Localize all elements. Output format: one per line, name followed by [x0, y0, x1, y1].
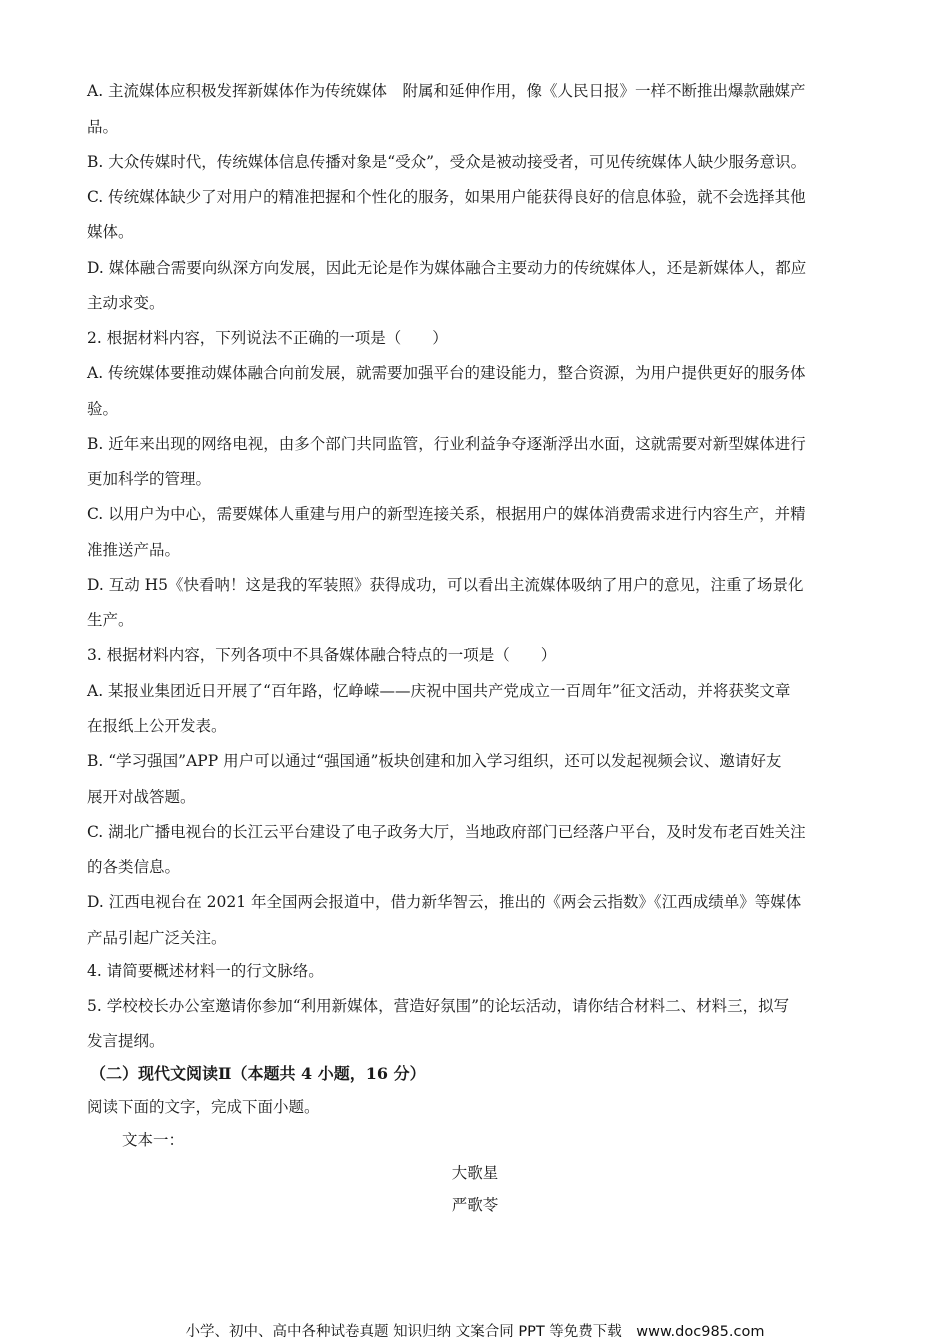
q2-option-a-line-1: A. 传统媒体要推动媒体融合向前发展，就需要加强平台的建设能力，整合资源，为用户提供更好的服务体: [87, 364, 806, 382]
question-5-line-2: 发言提纲。: [87, 1032, 165, 1050]
reading-instruction: 阅读下面的文字，完成下面小题。: [87, 1098, 320, 1116]
option-d-line-1: D. 媒体融合需要向纵深方向发展，因此无论是作为媒体融合主要动力的传统媒体人，还是新媒体人，都应: [87, 259, 807, 277]
question-3: 3. 根据材料内容，下列各项中不具备媒体融合特点的一项是（ ）: [87, 646, 557, 664]
q3-option-c-line-2: 的各类信息。: [87, 858, 181, 876]
q3-option-c-line-1: C. 湖北广播电视台的长江云平台建设了电子政务大厅，当地政府部门已经落户平台，及时发布老百姓关注: [87, 823, 806, 841]
q2-option-d-line-2: 生产。: [87, 611, 134, 629]
q3-option-a-line-2: 在报纸上公开发表。: [87, 717, 227, 735]
text-one-label: 文本一：: [122, 1131, 185, 1149]
section-heading: （二）现代文阅读Ⅱ（本题共 4 小题，16 分）: [90, 1064, 426, 1083]
option-c-line-2: 媒体。: [87, 223, 134, 241]
q3-option-d-line-1: D. 江西电视台在 2021 年全国两会报道中，借力新华智云，推出的《两会云指数》《江西成绩单》等媒体: [87, 893, 802, 911]
option-d-line-2: 主动求变。: [87, 294, 165, 312]
q3-option-d-line-2: 产品引起广泛关注。: [87, 929, 227, 947]
q2-option-c-line-2: 准推送产品。: [87, 541, 181, 559]
q2-option-d-line-1: D. 互动 H5《快看呐！这是我的军装照》获得成功，可以看出主流媒体吸纳了用户的意见，注重了场景化: [87, 576, 804, 594]
option-b-line-1: B. 大众传媒时代，传统媒体信息传播对象是“受众”，受众是被动接受者，可见传统媒体人缺少服务意识。: [87, 153, 807, 171]
q3-option-a-line-1: A. 某报业集团近日开展了“百年路，忆峥嵘——庆祝中国共产党成立一百周年”征文活动，并将获奖文章: [87, 682, 791, 700]
q3-option-b-line-1: B. “学习强国”APP 用户可以通过“强国通”板块创建和加入学习组织，还可以发起视频会议、邀请好友: [87, 752, 782, 770]
q3-option-b-line-2: 展开对战答题。: [87, 788, 196, 806]
story-author: 严歌苓: [451, 1196, 499, 1214]
option-a-line-2: 品。: [87, 118, 119, 136]
q2-option-c-line-1: C. 以用户为中心，需要媒体人重建与用户的新型连接关系，根据用户的媒体消费需求进行内容生产，并精: [87, 505, 806, 523]
question-2: 2. 根据材料内容，下列说法不正确的一项是（ ）: [87, 329, 448, 347]
option-c-line-1: C. 传统媒体缺少了对用户的精准把握和个性化的服务，如果用户能获得良好的信息体验，就不会选择其他: [87, 188, 806, 206]
q2-option-b-line-1: B. 近年来出现的网络电视，由多个部门共同监管，行业利益争夺逐渐浮出水面，这就需要对新型媒体进行: [87, 435, 806, 453]
question-4: 4. 请简要概述材料一的行文脉络。: [87, 962, 324, 980]
story-title: 大歌星: [451, 1164, 499, 1182]
q2-option-a-line-2: 验。: [87, 400, 119, 418]
option-a-line-1: A. 主流媒体应积极发挥新媒体作为传统媒体 附属和延伸作用，像《人民日报》一样不断推出爆款融媒产: [87, 82, 806, 100]
q2-option-b-line-2: 更加科学的管理。: [87, 470, 212, 488]
question-5-line-1: 5. 学校校长办公室邀请你参加“利用新媒体，营造好氛围”的论坛活动，请你结合材料二、材料三，拟写: [87, 997, 790, 1015]
footer-banner: 小学、初中、高中各种试卷真题 知识归纳 文案合同 PPT 等免费下载 www.doc985.com: [185, 1324, 765, 1340]
